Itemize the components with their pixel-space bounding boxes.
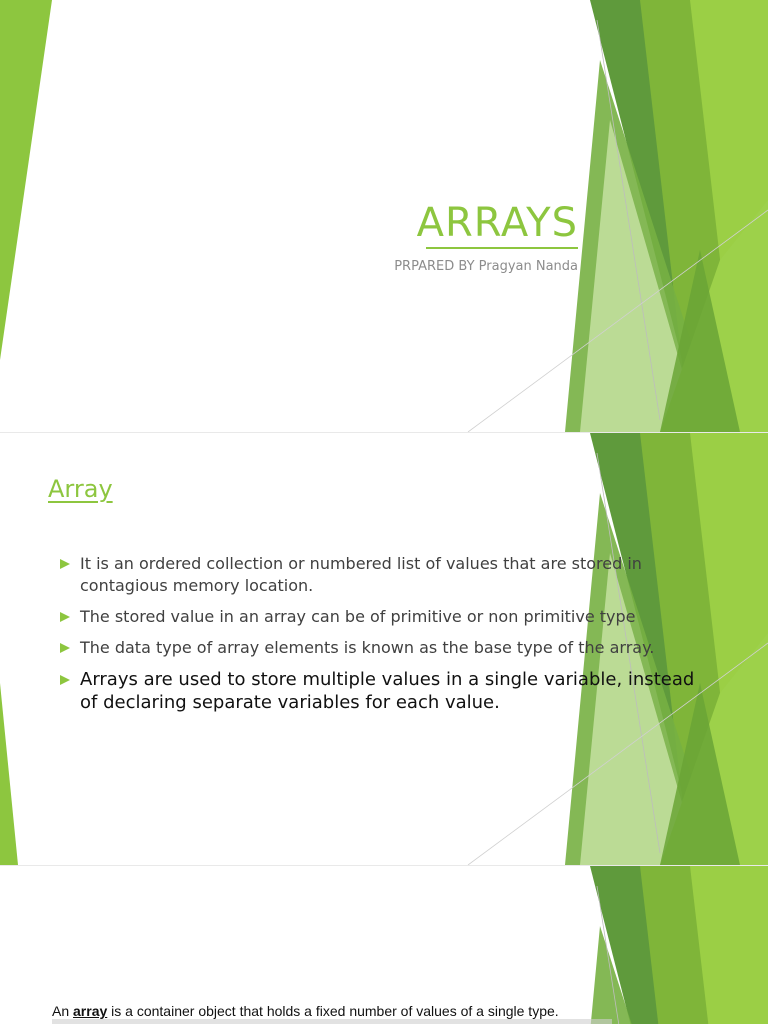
bullet-text: The stored value in an array can be of primitive or non primitive type [80,607,636,626]
list-item [58,606,708,628]
presentation-title: ARRAYS [416,200,578,246]
cut-off-text-line [52,1019,612,1024]
triangle-bullet-icon [60,675,70,685]
bullet-text: The data type of array elements is known as the base type of the array. [80,638,655,657]
definition-prefix: An [52,1003,74,1019]
list-item [58,668,708,714]
definition-slide [0,866,768,1024]
triangle-bullet-icon [60,559,70,569]
bullet-text: Arrays are used to store multiple values in a single variable, instead of declaring separate variables for each value. [80,669,695,713]
definition-text [52,1003,559,1019]
definition-keyword: array [73,1003,108,1019]
title-slide [0,0,768,432]
presentation-subtitle: PRPARED BY Pragyan Nanda [394,259,578,274]
triangle-bullet-icon [60,643,70,653]
slide-heading: Array [48,475,113,503]
bullet-text: It is an ordered collection or numbered list of values that are stored in contagious memory location. [80,554,642,595]
bullet-list [58,553,708,723]
definition-suffix: is a container object that holds a fixed number of values of a single type. [107,1003,559,1019]
green-facet-decoration [0,0,768,432]
green-facet-decoration [0,866,768,1024]
list-item [58,553,708,597]
list-item [58,637,708,659]
title-underline [426,247,578,249]
triangle-bullet-icon [60,612,70,622]
